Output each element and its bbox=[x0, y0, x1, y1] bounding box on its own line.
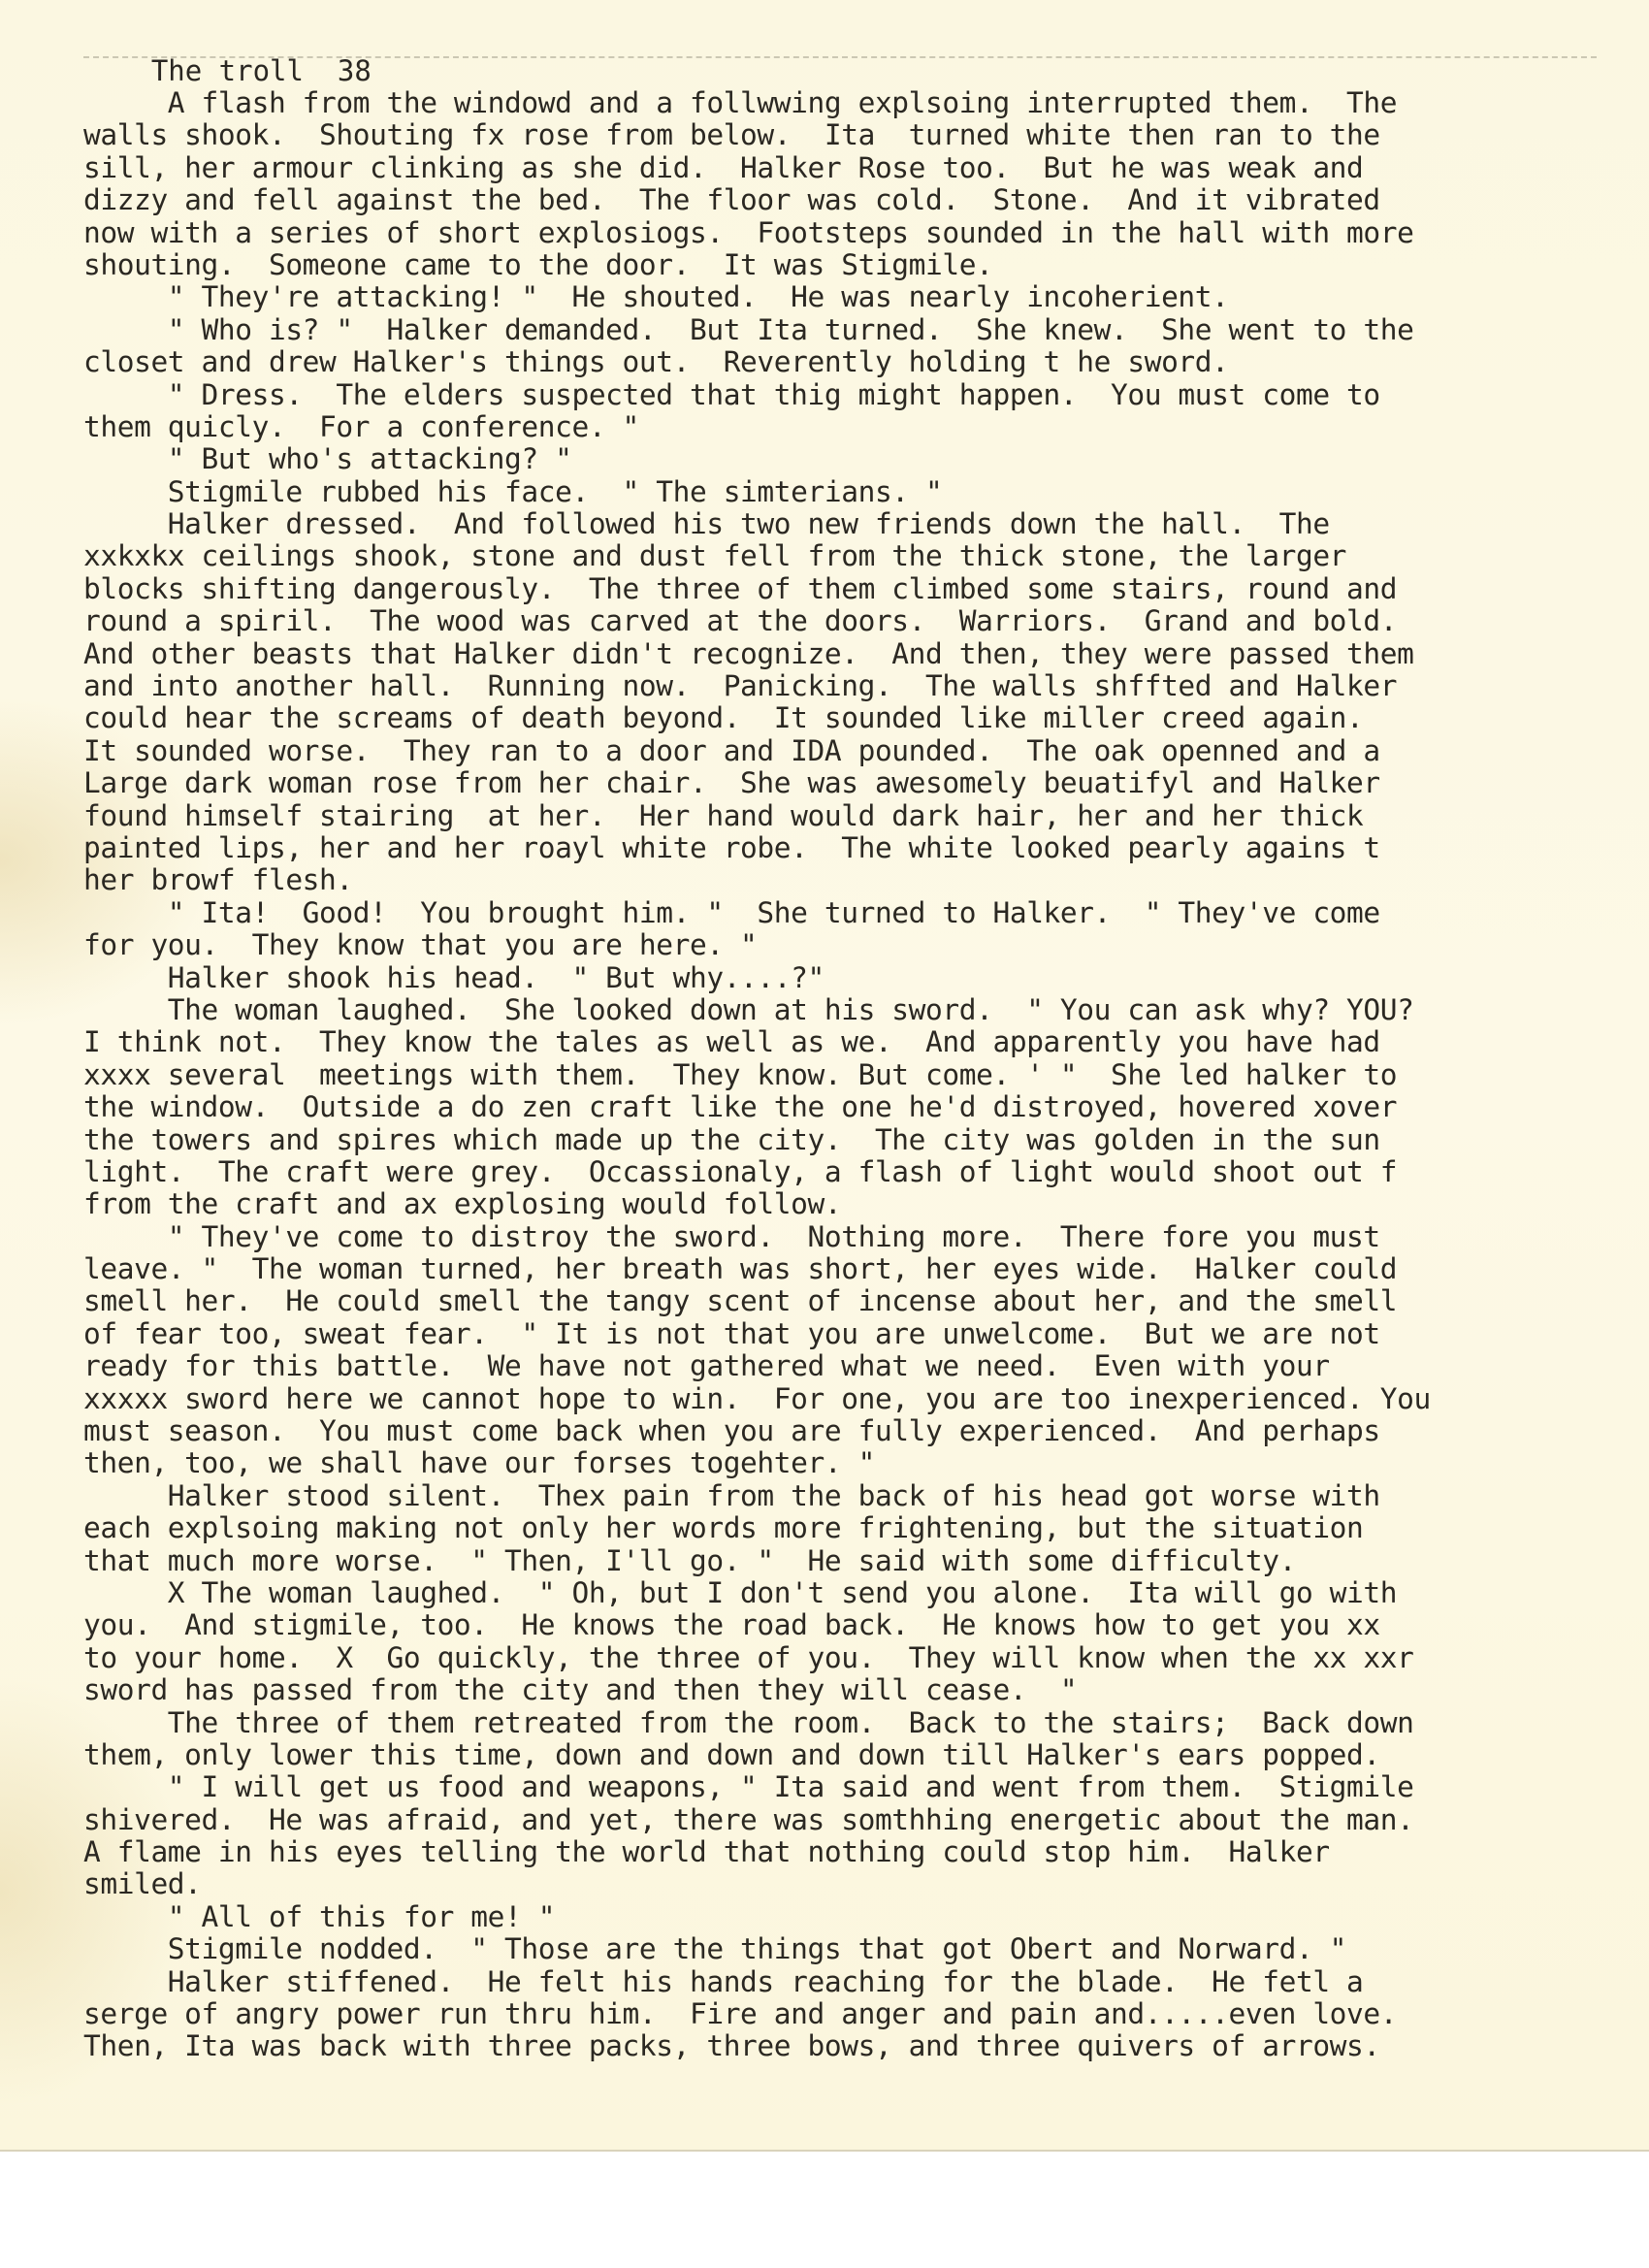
text-line: the towers and spires which made up the city. The city was golden in the sun bbox=[83, 1122, 1380, 1156]
text-line: Then, Ita was back with three packs, three bows, and three quivers of arrows. bbox=[83, 2029, 1380, 2063]
text-line: round a spiril. The wood was carved at the doors. Warriors. Grand and bold. bbox=[83, 604, 1398, 638]
text-line: that much more worse. " Then, I'll go. " He said with some difficulty. bbox=[83, 1543, 1296, 1577]
text-line: then, too, we shall have our forses togehter. " bbox=[83, 1446, 875, 1480]
text-line: xxxxx sword here we cannot hope to win. For one, you are too inexperienced. You bbox=[83, 1381, 1431, 1415]
text-line: " They've come to distroy the sword. Nothing more. There fore you must bbox=[83, 1219, 1380, 1253]
text-line: Large dark woman rose from her chair. She was awesomely beuatifyl and Halker bbox=[83, 766, 1380, 800]
text-line: Halker stood silent. Thex pain from the back of his head got worse with bbox=[83, 1478, 1380, 1512]
text-line: " Who is? " Halker demanded. But Ita turned. She knew. She went to the bbox=[83, 312, 1414, 346]
text-line: each explsoing making not only her words more frightening, but the situation bbox=[83, 1511, 1364, 1545]
text-line: light. The craft were grey. Occassionaly, a flash of light would shoot out f bbox=[83, 1154, 1398, 1188]
text-line: xxxx several meetings with them. They know. But come. ' " She led halker to bbox=[83, 1057, 1398, 1091]
text-line: smiled. bbox=[83, 1867, 202, 1901]
text-line: now with a series of short explosiogs. Footsteps sounded in the hall with more bbox=[83, 215, 1414, 249]
text-line: The three of them retreated from the room. Back to the stairs; Back down bbox=[83, 1705, 1414, 1739]
text-line: dizzy and fell against the bed. The floor was cold. Stone. And it vibrated bbox=[83, 183, 1380, 217]
text-line: the window. Outside a do zen craft like the one he'd distroyed, hovered xover bbox=[83, 1090, 1398, 1124]
text-line: shouting. Someone came to the door. It was Stigmile. bbox=[83, 247, 993, 281]
text-line: sill, her armour clinking as she did. Halker Rose too. But he was weak and bbox=[83, 150, 1364, 184]
text-line: Halker shook his head. " But why....?" bbox=[83, 960, 824, 994]
text-line: for you. They know that you are here. " bbox=[83, 928, 758, 962]
text-line: blocks shifting dangerously. The three of them climbed some stairs, round and bbox=[83, 571, 1398, 605]
text-line: found himself stairing at her. Her hand would dark hair, her and her thick bbox=[83, 798, 1364, 832]
text-line: you. And stigmile, too. He knows the road back. He knows how to get you xx bbox=[83, 1608, 1380, 1642]
text-line: It sounded worse. They ran to a door and IDA pounded. The oak openned and a bbox=[83, 733, 1380, 767]
text-line: Stigmile rubbed his face. " The simterians. " bbox=[83, 474, 943, 508]
text-line: could hear the screams of death beyond. It sounded like miller creed again. bbox=[83, 701, 1364, 735]
text-line: " But who's attacking? " bbox=[83, 442, 572, 476]
text-line: And other beasts that Halker didn't recognize. And then, they were passed them bbox=[83, 636, 1414, 670]
text-line: " Ita! Good! You brought him. " She turned to Halker. " They've come bbox=[83, 895, 1380, 929]
text-line: leave. " The woman turned, her breath was short, her eyes wide. Halker could bbox=[83, 1252, 1398, 1286]
text-line: them quicly. For a conference. " bbox=[83, 409, 639, 443]
text-line: painted lips, her and her roayl white robe. The white looked pearly agains t bbox=[83, 830, 1380, 864]
text-line: walls shook. Shouting fx rose from below. Ita turned white then ran to the bbox=[83, 118, 1380, 152]
text-line: " All of this for me! " bbox=[83, 1899, 556, 1933]
text-line: " Dress. The elders suspected that thig might happen. You must come to bbox=[83, 377, 1380, 411]
story-text bbox=[83, 87, 1635, 2063]
text-line: " They're attacking! " He shouted. He was nearly incoherient. bbox=[83, 280, 1229, 314]
text-line: A flame in his eyes telling the world that nothing could stop him. Halker bbox=[83, 1835, 1330, 1869]
text-line: I think not. They know the tales as well as we. And apparently you have had bbox=[83, 1025, 1380, 1059]
text-line: her browf flesh. bbox=[83, 863, 353, 897]
text-line: X The woman laughed. " Oh, but I don't send you alone. Ita will go with bbox=[83, 1575, 1398, 1609]
text-line: to your home. X Go quickly, the three of you. They will know when the xx xxr bbox=[83, 1640, 1414, 1674]
text-line: and into another hall. Running now. Panicking. The walls shffted and Halker bbox=[83, 669, 1398, 703]
text-line: ready for this battle. We have not gathered what we need. Even with your bbox=[83, 1349, 1330, 1383]
text-line: The woman laughed. She looked down at his sword. " You can ask why? YOU? bbox=[83, 992, 1414, 1026]
text-line: " I will get us food and weapons, " Ita said and went from them. Stigmile bbox=[83, 1770, 1414, 1804]
page-header-text: The troll 38 bbox=[150, 54, 372, 87]
text-line: shivered. He was afraid, and yet, there was somthhing energetic about the man. bbox=[83, 1802, 1414, 1836]
text-line: serge of angry power run thru him. Fire and anger and pain and.....even love. bbox=[83, 1997, 1398, 2031]
text-line: of fear too, sweat fear. " It is not that you are unwelcome. But we are not bbox=[83, 1316, 1380, 1350]
text-line: sword has passed from the city and then they will cease. " bbox=[83, 1673, 1078, 1707]
text-line: must season. You must come back when you are fully experienced. And perhaps bbox=[83, 1414, 1380, 1448]
text-line: xxkxkx ceilings shook, stone and dust fell from the thick stone, the larger bbox=[83, 539, 1347, 573]
text-line: smell her. He could smell the tangy scent of incense about her, and the smell bbox=[83, 1284, 1398, 1318]
text-line: from the craft and ax explosing would follow. bbox=[83, 1187, 842, 1221]
text-line: closet and drew Halker's things out. Reverently holding t he sword. bbox=[83, 345, 1229, 379]
text-line: Stigmile nodded. " Those are the things that got Obert and Norward. " bbox=[83, 1932, 1347, 1966]
text-line: them, only lower this time, down and down and down till Halker's ears popped. bbox=[83, 1737, 1380, 1771]
text-line: A flash from the windowd and a follwwing explsoing interrupted them. The bbox=[83, 86, 1398, 119]
text-line: Halker dressed. And followed his two new friends down the hall. The bbox=[83, 507, 1330, 541]
header-rule bbox=[83, 56, 1597, 58]
text-line: Halker stiffened. He felt his hands reaching for the blade. He fetl a bbox=[83, 1964, 1364, 1998]
